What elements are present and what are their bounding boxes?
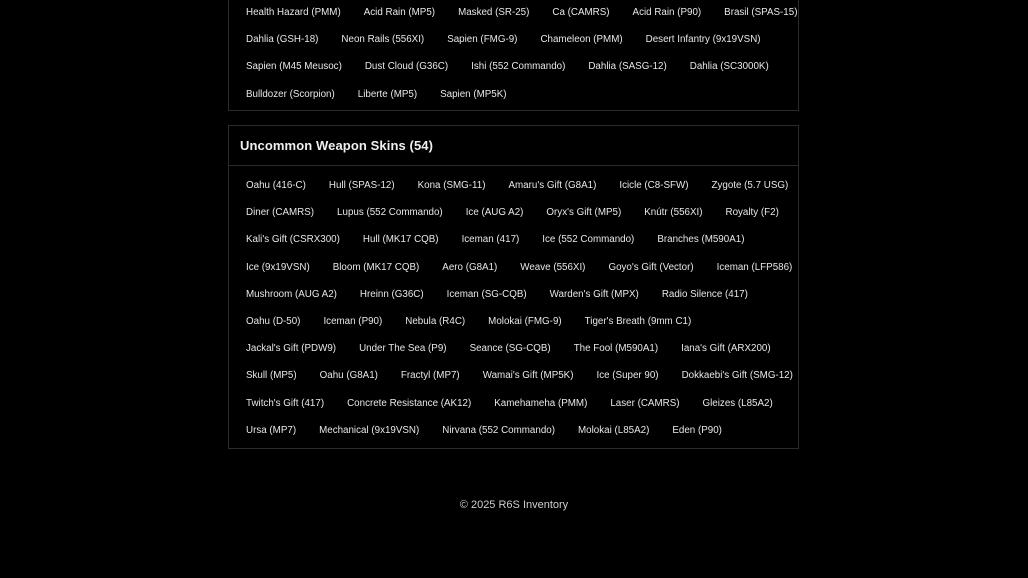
skin-item[interactable]: Iceman (SG-CQB) <box>446 288 527 300</box>
skin-item[interactable]: Health Hazard (PMM) <box>246 7 341 19</box>
skin-item[interactable]: Sapien (MP5K) <box>440 88 507 100</box>
skin-item[interactable]: Kamehameha (PMM) <box>494 397 588 409</box>
skin-row <box>239 199 788 226</box>
skin-item[interactable]: Ice (Super 90) <box>596 370 659 382</box>
skin-item[interactable]: Laser (CAMRS) <box>610 397 680 409</box>
skin-item[interactable]: Nebula (R4C) <box>405 316 466 328</box>
skin-item[interactable]: Weave (556XI) <box>520 261 586 273</box>
skin-item[interactable]: Radio Silence (417) <box>661 288 748 300</box>
skin-item[interactable]: Royalty (F2) <box>725 207 779 219</box>
skin-row <box>239 417 788 444</box>
skin-item[interactable]: Tiger's Breath (9mm C1) <box>584 316 692 328</box>
skin-row <box>239 308 788 335</box>
skin-item[interactable]: Nirvana (552 Commando) <box>442 424 555 436</box>
skin-item[interactable]: Icicle (C8-SFW) <box>619 180 689 192</box>
skin-item[interactable]: Acid Rain (P90) <box>632 7 702 19</box>
skin-item[interactable]: Eden (P90) <box>672 424 722 436</box>
skin-item[interactable]: Hull (SPAS-12) <box>328 180 395 192</box>
skin-item[interactable]: Seance (SG-CQB) <box>469 343 551 355</box>
skin-item[interactable]: Dahlia (SASG-12) <box>588 61 667 73</box>
skin-item[interactable]: Hreinn (G36C) <box>359 288 424 300</box>
weapon-skins-card-top <box>228 0 799 111</box>
skin-item[interactable]: Knútr (556XI) <box>644 207 703 219</box>
skin-item[interactable]: Iceman (LFP586) <box>716 261 793 273</box>
skin-item[interactable]: Liberte (MP5) <box>357 88 418 100</box>
skin-row <box>239 26 788 53</box>
skin-item[interactable]: Aero (G8A1) <box>442 261 498 273</box>
skin-item[interactable]: Dahlia (SC3000K) <box>689 61 769 73</box>
skin-item[interactable]: Acid Rain (MP5) <box>363 7 436 19</box>
skin-item[interactable]: Desert Infantry (9x19VSN) <box>645 34 761 46</box>
skin-item[interactable]: Brasil (SPAS-15) <box>724 7 798 19</box>
skin-item[interactable]: Masked (SR-25) <box>458 7 530 19</box>
skin-row <box>239 281 788 308</box>
skin-item[interactable]: Oahu (416-C) <box>246 180 306 192</box>
skin-row <box>239 335 788 362</box>
skin-item[interactable]: Molokai (FMG-9) <box>488 316 562 328</box>
skin-item[interactable]: Ishi (552 Commando) <box>471 61 566 73</box>
skin-item[interactable]: Amaru's Gift (G8A1) <box>508 180 597 192</box>
footer-copyright: © 2025 R6S Inventory <box>459 499 569 511</box>
skin-item[interactable]: Ursa (MP7) <box>246 424 297 436</box>
skin-item[interactable]: Iceman (417) <box>461 234 520 246</box>
skin-item[interactable]: Dahlia (GSH-18) <box>246 34 319 46</box>
skin-row <box>239 254 793 281</box>
skin-item[interactable]: Jackal's Gift (PDW9) <box>246 343 337 355</box>
skin-item[interactable]: Dust Cloud (G36C) <box>364 61 449 73</box>
skin-item[interactable]: Concrete Resistance (AK12) <box>347 397 472 409</box>
skin-item[interactable]: Under The Sea (P9) <box>359 343 447 355</box>
skin-row <box>239 390 788 417</box>
skin-list <box>229 0 798 108</box>
skin-item[interactable]: Branches (M590A1) <box>657 234 745 246</box>
skin-list <box>229 166 798 444</box>
skin-item[interactable]: Twitch's Gift (417) <box>246 397 325 409</box>
skin-item[interactable]: Mechanical (9x19VSN) <box>319 424 420 436</box>
skin-item[interactable]: Bulldozer (Scorpion) <box>246 88 335 100</box>
skin-row <box>239 362 793 389</box>
skin-item[interactable]: Diner (CAMRS) <box>246 207 315 219</box>
skin-item[interactable]: Oahu (D-50) <box>246 316 301 328</box>
section-title: Uncommon Weapon Skins (54) <box>229 126 798 166</box>
skin-item[interactable]: Skull (MP5) <box>246 370 297 382</box>
skin-item[interactable]: Gleizes (L85A2) <box>702 397 773 409</box>
skin-item[interactable]: Ice (552 Commando) <box>542 234 635 246</box>
skin-item[interactable]: Iana's Gift (ARX200) <box>681 343 771 355</box>
skin-item[interactable]: Iceman (P90) <box>323 316 383 328</box>
skin-row <box>239 81 788 108</box>
skin-item[interactable]: Sapien (M45 Meusoc) <box>246 61 342 73</box>
skin-item[interactable]: The Fool (M590A1) <box>573 343 659 355</box>
skin-item[interactable]: Oahu (G8A1) <box>319 370 378 382</box>
skin-item[interactable]: Mushroom (AUG A2) <box>246 288 337 300</box>
skin-item[interactable]: Warden's Gift (MPX) <box>549 288 639 300</box>
skin-item[interactable]: Lupus (552 Commando) <box>337 207 443 219</box>
skin-item[interactable]: Zygote (5.7 USG) <box>711 180 789 192</box>
skin-item[interactable]: Ice (9x19VSN) <box>246 261 310 273</box>
skin-item[interactable]: Kali's Gift (CSRX300) <box>246 234 340 246</box>
skin-item[interactable]: Sapien (FMG-9) <box>447 34 518 46</box>
skin-item[interactable]: Dokkaebi's Gift (SMG-12) <box>681 370 793 382</box>
skin-item[interactable]: Molokai (L85A2) <box>578 424 650 436</box>
skin-row <box>239 0 798 26</box>
skin-item[interactable]: Ca (CAMRS) <box>552 7 610 19</box>
skin-item[interactable]: Chameleon (PMM) <box>540 34 623 46</box>
skin-item[interactable]: Neon Rails (556XI) <box>341 34 425 46</box>
skin-row <box>239 172 788 199</box>
skin-row <box>239 53 788 80</box>
skin-row <box>239 226 788 253</box>
skin-item[interactable]: Bloom (MK17 CQB) <box>332 261 420 273</box>
skin-item[interactable]: Fractyl (MP7) <box>400 370 460 382</box>
skin-item[interactable]: Hull (MK17 CQB) <box>362 234 439 246</box>
skin-item[interactable]: Oryx's Gift (MP5) <box>546 207 622 219</box>
skin-item[interactable]: Wamai's Gift (MP5K) <box>482 370 574 382</box>
skin-item[interactable]: Goyo's Gift (Vector) <box>608 261 694 273</box>
uncommon-weapon-skins-card <box>228 125 799 449</box>
skin-item[interactable]: Ice (AUG A2) <box>465 207 524 219</box>
skin-item[interactable]: Kona (SMG-11) <box>417 180 486 192</box>
